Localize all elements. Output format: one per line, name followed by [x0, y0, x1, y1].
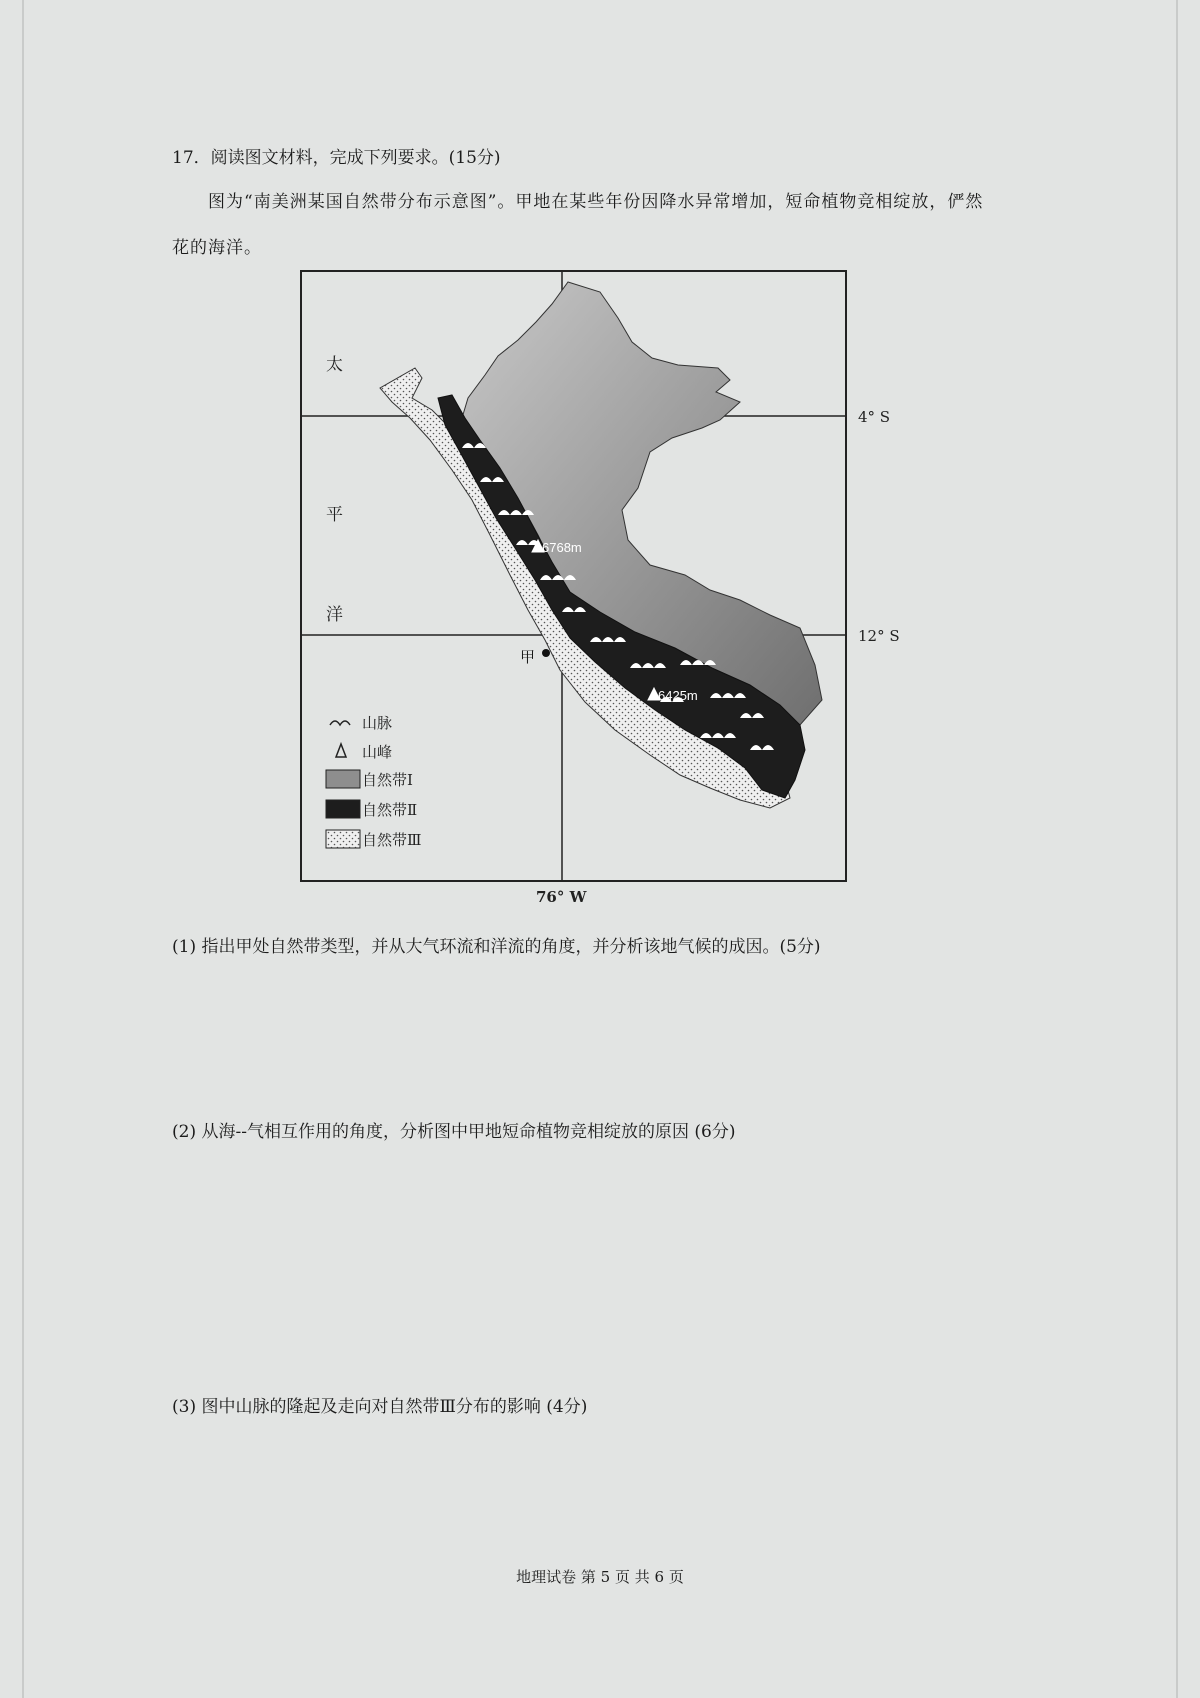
sub-question-2: (2) 从海--气相互作用的角度，分析图中甲地短命植物竞相绽放的原因 (6分): [172, 1122, 736, 1142]
zone-1-swatch: [326, 770, 360, 788]
legend-label-zone-2: 自然带Ⅱ: [362, 801, 418, 819]
point-jia-marker: [542, 649, 550, 657]
sub-question-3: (3) 图中山脉的隆起及走向对自然带Ⅲ分布的影响 (4分): [172, 1397, 588, 1417]
lon-label-76w: 76° W: [536, 888, 587, 906]
question-intro-line-1: 图为“南美洲某国自然带分布示意图”。甲地在某些年份因降水异常增加，短命植物竞相绽放，俨然: [208, 192, 984, 212]
legend-label-zone-3: 自然带Ⅲ: [362, 831, 422, 849]
ocean-char-2: 平: [326, 505, 343, 525]
mountain-range-icon: [330, 721, 350, 725]
question-title: 17．阅读图文材料，完成下列要求。(15分): [172, 148, 501, 168]
legend-label-mountain-range: 山脉: [362, 714, 393, 732]
zone-2-swatch: [326, 800, 360, 818]
lat-label-12s: 12° S: [858, 627, 900, 645]
peak-icon: [336, 744, 346, 757]
zone-3-swatch: [326, 830, 360, 848]
page-edge-right: [1176, 0, 1178, 1698]
legend-label-peak: 山峰: [362, 743, 393, 761]
page-footer: 地理试卷 第 5 页 共 6 页: [516, 1568, 684, 1586]
peak-label-1: 6768m: [542, 540, 582, 555]
ocean-char-1: 太: [326, 355, 343, 375]
natural-zone-map: [300, 270, 950, 910]
question-intro-line-2: 花的海洋。: [172, 238, 262, 258]
peak-label-2: 6425m: [658, 688, 698, 703]
lat-label-4s: 4° S: [858, 408, 891, 426]
sub-question-1: (1) 指出甲处自然带类型，并从大气环流和洋流的角度，并分析该地气候的成因。(5分): [172, 937, 821, 957]
map-legend: [326, 714, 421, 849]
page-edge-left: [22, 0, 24, 1698]
ocean-char-3: 洋: [326, 605, 343, 625]
legend-label-zone-1: 自然带Ⅰ: [362, 771, 413, 789]
point-jia-label: 甲: [520, 648, 536, 666]
